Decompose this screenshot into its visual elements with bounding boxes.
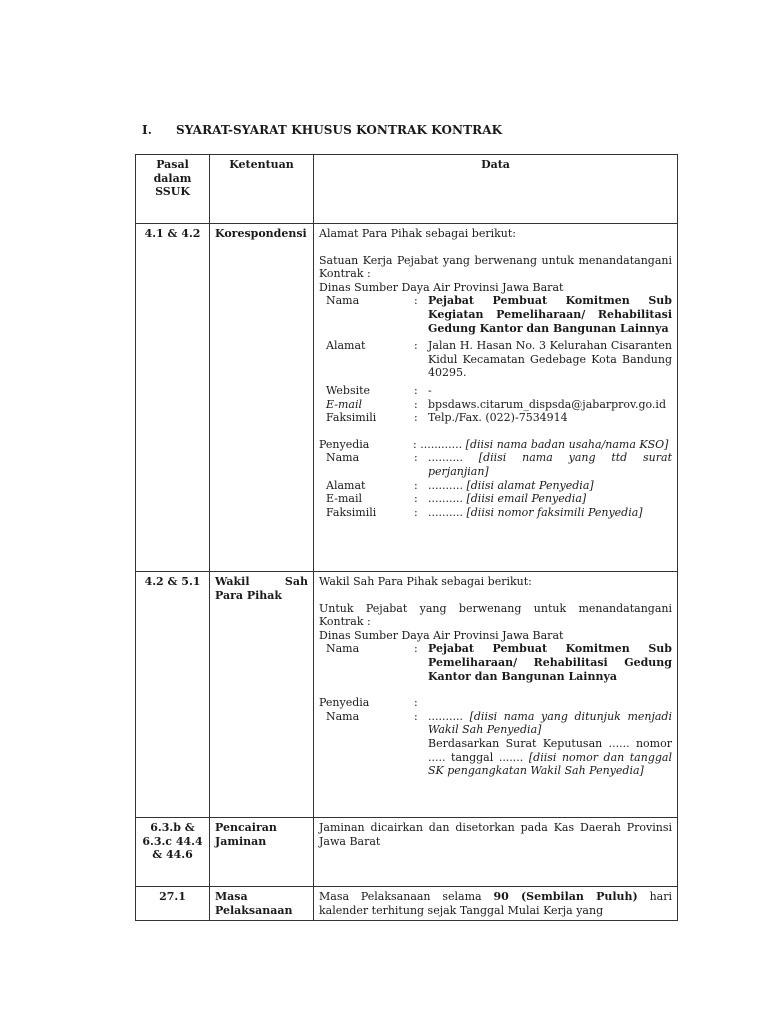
pasal-cell: 6.3.b & 6.3.c 44.4 & 44.6 bbox=[136, 818, 210, 887]
satuan-text: Satuan Kerja Pejabat yang berwenang untuk menandatangani Kontrak : bbox=[319, 253, 672, 281]
penyedia-email: E-mail : .......... [diisi email Penyedia] bbox=[326, 492, 587, 506]
penyedia-nama: Nama : .......... [diisi nama yang ttd surat perjanjian] bbox=[326, 451, 672, 478]
section-number: I. bbox=[142, 123, 152, 137]
data-cell bbox=[314, 224, 678, 572]
field-nama: Nama : Pejabat Pembuat Komitmen Sub Kegiatan Pemeliharaan/ Rehabilitasi Gedung Kantor dan Bangunan Lainnya bbox=[326, 294, 672, 335]
ketentuan-cell: Masa Pelaksanaan bbox=[210, 887, 314, 921]
field-alamat: Alamat : Jalan H. Hasan No. 3 Kelurahan Cisaranten Kidul Kecamatan Gedebage Kota Bandung 40295. bbox=[326, 339, 672, 380]
field-faksimili: Faksimili : Telp./Fax. (022)-7534914 bbox=[326, 411, 568, 425]
data-cell: Jaminan dicairkan dan disetorkan pada Kas Daerah Provinsi Jawa Barat bbox=[314, 818, 678, 887]
ssuk-table bbox=[135, 154, 678, 921]
table-row bbox=[136, 818, 678, 887]
ketentuan-cell: Wakil Sah Para Pihak bbox=[210, 572, 314, 818]
ketentuan-cell: Korespondensi bbox=[210, 224, 314, 572]
intro-text: Wakil Sah Para Pihak sebagai berikut: bbox=[319, 575, 532, 588]
dinas-text: Dinas Sumber Daya Air Provinsi Jawa Barat bbox=[319, 628, 564, 642]
field-nama: Nama : Pejabat Pembuat Komitmen Sub Pemeliharaan/ Rehabilitasi Gedung Kantor dan Bangunan Lainnya bbox=[326, 642, 672, 683]
field-penyedia: Penyedia : ............ [diisi nama badan usaha/nama KSO] bbox=[319, 437, 669, 451]
intro-text: Alamat Para Pihak sebagai berikut: bbox=[319, 227, 517, 240]
pasal-cell: 4.2 & 5.1 bbox=[136, 572, 210, 818]
penyedia-faksimili: Faksimili : .......... [diisi nomor faksimili Penyedia] bbox=[326, 505, 643, 519]
table-row bbox=[136, 572, 678, 818]
penyedia-nama: Nama : .......... [diisi nama yang ditunjuk menjadi Wakil Sah Penyedia] Berdasarkan Surat Keputusan ...... nomor ..... tanggal ....... [diisi nomor dan tanggal SK pengangkatan Wakil Sah Penyedia] bbox=[326, 709, 672, 778]
pasal-cell: 4.1 & 4.2 bbox=[136, 224, 210, 572]
table-header-row bbox=[136, 155, 678, 224]
data-cell bbox=[314, 572, 678, 818]
ketentuan-cell: Pencairan Jaminan bbox=[210, 818, 314, 887]
header-pasal: Pasal dalam SSUK bbox=[136, 155, 210, 224]
untuk-text: Untuk Pejabat yang berwenang untuk menandatangani Kontrak : bbox=[319, 601, 672, 629]
penyedia-alamat: Alamat : .......... [diisi alamat Penyedia] bbox=[326, 478, 594, 492]
section-title: SYARAT-SYARAT KHUSUS KONTRAK KONTRAK bbox=[176, 123, 503, 137]
header-data: Data bbox=[314, 155, 678, 224]
field-website: Website : - bbox=[326, 383, 432, 397]
data-cell: Masa Pelaksanaan selama 90 (Sembilan Puluh) hari kalender terhitung sejak Tanggal Mulai Kerja yang bbox=[314, 887, 678, 921]
section-heading bbox=[142, 123, 502, 137]
header-ketentuan: Ketentuan bbox=[210, 155, 314, 224]
field-penyedia: Penyedia : bbox=[319, 696, 418, 710]
pasal-cell: 27.1 bbox=[136, 887, 210, 921]
dinas-text: Dinas Sumber Daya Air Provinsi Jawa Barat bbox=[319, 280, 564, 294]
table-row bbox=[136, 887, 678, 921]
field-email: E-mail : bpsdaws.citarum_dispsda@jabarprov.go.id bbox=[326, 397, 666, 411]
table-row bbox=[136, 224, 678, 572]
